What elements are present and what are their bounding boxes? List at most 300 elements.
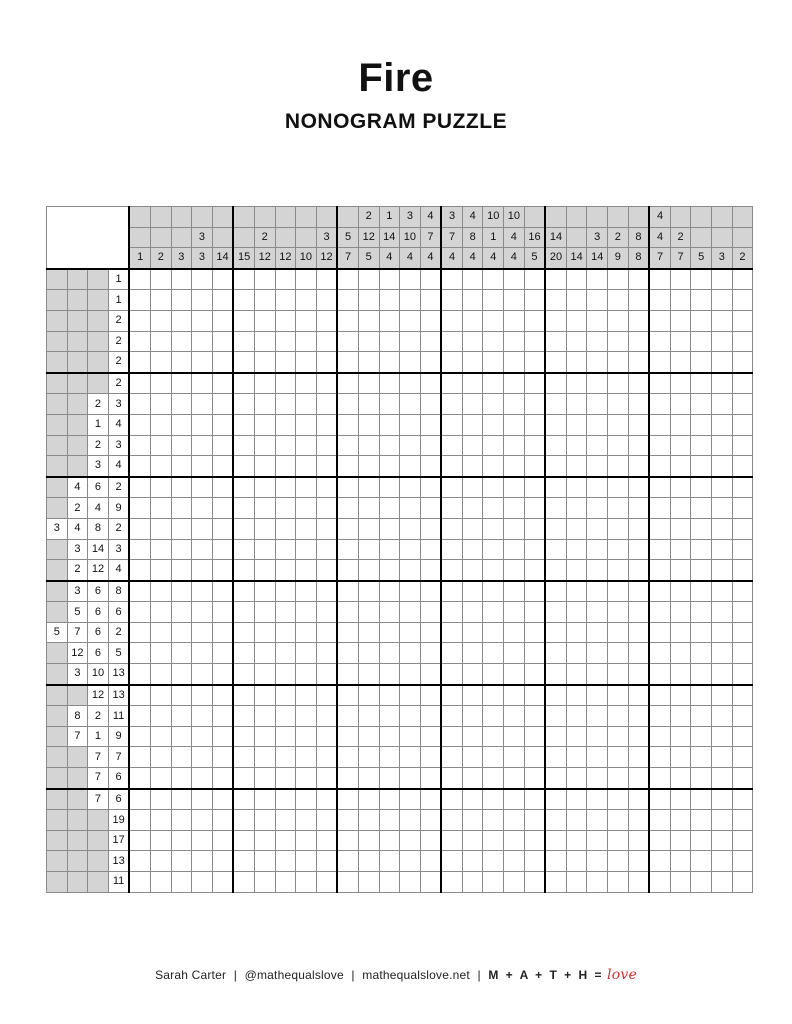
grid-cell[interactable] [212, 518, 233, 539]
grid-cell[interactable] [358, 560, 379, 581]
grid-cell[interactable] [400, 477, 421, 498]
grid-cell[interactable] [316, 498, 337, 519]
grid-cell[interactable] [379, 747, 400, 768]
grid-cell[interactable] [420, 622, 441, 643]
grid-cell[interactable] [420, 768, 441, 789]
grid-cell[interactable] [732, 394, 753, 415]
grid-cell[interactable] [192, 331, 213, 352]
grid-cell[interactable] [670, 664, 691, 685]
grid-cell[interactable] [732, 373, 753, 394]
grid-cell[interactable] [316, 331, 337, 352]
grid-cell[interactable] [129, 726, 150, 747]
grid-cell[interactable] [670, 768, 691, 789]
grid-cell[interactable] [337, 768, 358, 789]
grid-cell[interactable] [400, 414, 421, 435]
grid-cell[interactable] [587, 518, 608, 539]
grid-cell[interactable] [212, 602, 233, 623]
grid-cell[interactable] [296, 373, 317, 394]
grid-cell[interactable] [628, 810, 649, 831]
grid-cell[interactable] [670, 310, 691, 331]
grid-cell[interactable] [712, 373, 733, 394]
grid-cell[interactable] [732, 456, 753, 477]
grid-cell[interactable] [545, 664, 566, 685]
grid-cell[interactable] [545, 810, 566, 831]
grid-cell[interactable] [275, 373, 296, 394]
grid-cell[interactable] [732, 685, 753, 706]
grid-cell[interactable] [649, 685, 670, 706]
grid-cell[interactable] [566, 518, 587, 539]
grid-cell[interactable] [670, 498, 691, 519]
grid-cell[interactable] [212, 768, 233, 789]
grid-cell[interactable] [254, 394, 275, 415]
grid-cell[interactable] [587, 331, 608, 352]
grid-cell[interactable] [524, 747, 545, 768]
grid-cell[interactable] [732, 643, 753, 664]
grid-cell[interactable] [254, 456, 275, 477]
grid-cell[interactable] [670, 685, 691, 706]
grid-cell[interactable] [316, 373, 337, 394]
grid-cell[interactable] [608, 560, 629, 581]
grid-cell[interactable] [732, 789, 753, 810]
grid-cell[interactable] [316, 352, 337, 373]
grid-cell[interactable] [379, 581, 400, 602]
grid-cell[interactable] [441, 872, 462, 893]
grid-cell[interactable] [254, 685, 275, 706]
grid-cell[interactable] [483, 352, 504, 373]
grid-cell[interactable] [441, 310, 462, 331]
grid-cell[interactable] [732, 747, 753, 768]
grid-cell[interactable] [462, 789, 483, 810]
grid-cell[interactable] [337, 394, 358, 415]
grid-cell[interactable] [504, 456, 525, 477]
grid-cell[interactable] [545, 643, 566, 664]
grid-cell[interactable] [254, 539, 275, 560]
grid-cell[interactable] [483, 518, 504, 539]
grid-cell[interactable] [171, 602, 192, 623]
grid-cell[interactable] [587, 851, 608, 872]
grid-cell[interactable] [691, 373, 712, 394]
grid-cell[interactable] [628, 435, 649, 456]
grid-cell[interactable] [587, 560, 608, 581]
grid-cell[interactable] [316, 414, 337, 435]
grid-cell[interactable] [296, 498, 317, 519]
grid-cell[interactable] [233, 830, 254, 851]
grid-cell[interactable] [566, 643, 587, 664]
grid-cell[interactable] [587, 290, 608, 311]
grid-cell[interactable] [233, 581, 254, 602]
grid-cell[interactable] [732, 498, 753, 519]
grid-cell[interactable] [400, 830, 421, 851]
grid-cell[interactable] [400, 373, 421, 394]
grid-cell[interactable] [129, 768, 150, 789]
grid-cell[interactable] [670, 810, 691, 831]
grid-cell[interactable] [233, 622, 254, 643]
grid-cell[interactable] [337, 331, 358, 352]
grid-cell[interactable] [296, 810, 317, 831]
grid-cell[interactable] [462, 498, 483, 519]
grid-cell[interactable] [545, 435, 566, 456]
grid-cell[interactable] [441, 789, 462, 810]
grid-cell[interactable] [150, 310, 171, 331]
grid-cell[interactable] [171, 851, 192, 872]
grid-cell[interactable] [379, 310, 400, 331]
grid-cell[interactable] [649, 290, 670, 311]
grid-cell[interactable] [524, 456, 545, 477]
grid-cell[interactable] [504, 269, 525, 290]
grid-cell[interactable] [483, 830, 504, 851]
grid-cell[interactable] [441, 477, 462, 498]
grid-cell[interactable] [171, 331, 192, 352]
grid-cell[interactable] [628, 747, 649, 768]
grid-cell[interactable] [608, 310, 629, 331]
grid-cell[interactable] [171, 539, 192, 560]
grid-cell[interactable] [670, 435, 691, 456]
grid-cell[interactable] [608, 394, 629, 415]
grid-cell[interactable] [608, 331, 629, 352]
grid-cell[interactable] [254, 269, 275, 290]
grid-cell[interactable] [691, 310, 712, 331]
grid-cell[interactable] [628, 872, 649, 893]
grid-cell[interactable] [649, 872, 670, 893]
grid-cell[interactable] [192, 352, 213, 373]
grid-cell[interactable] [608, 685, 629, 706]
grid-cell[interactable] [150, 872, 171, 893]
grid-cell[interactable] [358, 830, 379, 851]
grid-cell[interactable] [192, 706, 213, 727]
grid-cell[interactable] [275, 290, 296, 311]
grid-cell[interactable] [608, 581, 629, 602]
grid-cell[interactable] [192, 394, 213, 415]
grid-cell[interactable] [566, 290, 587, 311]
grid-cell[interactable] [608, 456, 629, 477]
grid-cell[interactable] [504, 602, 525, 623]
grid-cell[interactable] [379, 768, 400, 789]
grid-cell[interactable] [192, 685, 213, 706]
grid-cell[interactable] [649, 539, 670, 560]
grid-cell[interactable] [545, 269, 566, 290]
grid-cell[interactable] [462, 664, 483, 685]
grid-cell[interactable] [628, 310, 649, 331]
grid-cell[interactable] [524, 726, 545, 747]
grid-cell[interactable] [254, 830, 275, 851]
grid-cell[interactable] [337, 352, 358, 373]
grid-cell[interactable] [337, 602, 358, 623]
grid-cell[interactable] [316, 706, 337, 727]
grid-cell[interactable] [254, 726, 275, 747]
grid-cell[interactable] [566, 872, 587, 893]
grid-cell[interactable] [712, 539, 733, 560]
grid-cell[interactable] [316, 747, 337, 768]
grid-cell[interactable] [587, 498, 608, 519]
grid-cell[interactable] [150, 269, 171, 290]
grid-cell[interactable] [171, 706, 192, 727]
grid-cell[interactable] [212, 560, 233, 581]
grid-cell[interactable] [129, 414, 150, 435]
grid-cell[interactable] [379, 706, 400, 727]
grid-cell[interactable] [316, 477, 337, 498]
grid-cell[interactable] [233, 706, 254, 727]
grid-cell[interactable] [545, 373, 566, 394]
grid-cell[interactable] [732, 830, 753, 851]
grid-cell[interactable] [296, 851, 317, 872]
grid-cell[interactable] [566, 373, 587, 394]
grid-cell[interactable] [587, 810, 608, 831]
grid-cell[interactable] [358, 664, 379, 685]
grid-cell[interactable] [192, 581, 213, 602]
grid-cell[interactable] [150, 331, 171, 352]
grid-cell[interactable] [254, 768, 275, 789]
grid-cell[interactable] [524, 706, 545, 727]
grid-cell[interactable] [504, 706, 525, 727]
grid-cell[interactable] [524, 872, 545, 893]
grid-cell[interactable] [504, 768, 525, 789]
grid-cell[interactable] [628, 269, 649, 290]
grid-cell[interactable] [441, 539, 462, 560]
grid-cell[interactable] [545, 518, 566, 539]
grid-cell[interactable] [150, 643, 171, 664]
grid-cell[interactable] [358, 373, 379, 394]
grid-cell[interactable] [150, 560, 171, 581]
grid-cell[interactable] [212, 456, 233, 477]
grid-cell[interactable] [358, 539, 379, 560]
grid-cell[interactable] [420, 726, 441, 747]
grid-cell[interactable] [400, 602, 421, 623]
grid-cell[interactable] [379, 622, 400, 643]
grid-cell[interactable] [504, 331, 525, 352]
grid-cell[interactable] [150, 602, 171, 623]
grid-cell[interactable] [732, 581, 753, 602]
grid-cell[interactable] [233, 768, 254, 789]
grid-cell[interactable] [192, 664, 213, 685]
grid-cell[interactable] [441, 560, 462, 581]
grid-cell[interactable] [566, 768, 587, 789]
grid-cell[interactable] [691, 768, 712, 789]
grid-cell[interactable] [400, 789, 421, 810]
grid-cell[interactable] [587, 872, 608, 893]
grid-cell[interactable] [358, 352, 379, 373]
grid-cell[interactable] [504, 830, 525, 851]
grid-cell[interactable] [504, 622, 525, 643]
grid-cell[interactable] [337, 581, 358, 602]
grid-cell[interactable] [316, 518, 337, 539]
grid-cell[interactable] [628, 456, 649, 477]
grid-cell[interactable] [462, 290, 483, 311]
grid-cell[interactable] [608, 602, 629, 623]
grid-cell[interactable] [379, 477, 400, 498]
grid-cell[interactable] [212, 706, 233, 727]
grid-cell[interactable] [712, 581, 733, 602]
grid-cell[interactable] [358, 498, 379, 519]
grid-cell[interactable] [483, 290, 504, 311]
grid-cell[interactable] [296, 706, 317, 727]
grid-cell[interactable] [732, 602, 753, 623]
grid-cell[interactable] [296, 310, 317, 331]
grid-cell[interactable] [628, 602, 649, 623]
grid-cell[interactable] [441, 498, 462, 519]
grid-cell[interactable] [670, 539, 691, 560]
grid-cell[interactable] [712, 685, 733, 706]
grid-cell[interactable] [462, 830, 483, 851]
grid-cell[interactable] [212, 581, 233, 602]
grid-cell[interactable] [150, 789, 171, 810]
grid-cell[interactable] [587, 352, 608, 373]
grid-cell[interactable] [462, 310, 483, 331]
grid-cell[interactable] [316, 768, 337, 789]
grid-cell[interactable] [379, 456, 400, 477]
grid-cell[interactable] [379, 810, 400, 831]
grid-cell[interactable] [566, 685, 587, 706]
grid-cell[interactable] [483, 414, 504, 435]
grid-cell[interactable] [358, 331, 379, 352]
grid-cell[interactable] [150, 498, 171, 519]
grid-cell[interactable] [254, 290, 275, 311]
grid-cell[interactable] [192, 643, 213, 664]
grid-cell[interactable] [150, 290, 171, 311]
grid-cell[interactable] [379, 602, 400, 623]
grid-cell[interactable] [400, 498, 421, 519]
grid-cell[interactable] [420, 477, 441, 498]
grid-cell[interactable] [691, 435, 712, 456]
grid-cell[interactable] [337, 643, 358, 664]
grid-cell[interactable] [524, 560, 545, 581]
grid-cell[interactable] [462, 602, 483, 623]
grid-cell[interactable] [129, 310, 150, 331]
grid-cell[interactable] [524, 435, 545, 456]
grid-cell[interactable] [608, 539, 629, 560]
grid-cell[interactable] [358, 581, 379, 602]
grid-cell[interactable] [587, 747, 608, 768]
grid-cell[interactable] [129, 352, 150, 373]
grid-cell[interactable] [420, 269, 441, 290]
grid-cell[interactable] [628, 498, 649, 519]
grid-cell[interactable] [254, 560, 275, 581]
grid-cell[interactable] [150, 747, 171, 768]
grid-cell[interactable] [192, 539, 213, 560]
grid-cell[interactable] [628, 331, 649, 352]
grid-cell[interactable] [358, 518, 379, 539]
grid-cell[interactable] [462, 706, 483, 727]
grid-cell[interactable] [316, 394, 337, 415]
grid-cell[interactable] [524, 414, 545, 435]
grid-cell[interactable] [566, 352, 587, 373]
grid-cell[interactable] [504, 872, 525, 893]
grid-cell[interactable] [691, 477, 712, 498]
grid-cell[interactable] [129, 830, 150, 851]
grid-cell[interactable] [545, 768, 566, 789]
grid-cell[interactable] [608, 352, 629, 373]
grid-cell[interactable] [441, 414, 462, 435]
grid-cell[interactable] [504, 747, 525, 768]
grid-cell[interactable] [254, 872, 275, 893]
grid-cell[interactable] [212, 498, 233, 519]
grid-cell[interactable] [441, 435, 462, 456]
grid-cell[interactable] [233, 810, 254, 831]
grid-cell[interactable] [691, 789, 712, 810]
grid-cell[interactable] [150, 810, 171, 831]
grid-cell[interactable] [483, 373, 504, 394]
grid-cell[interactable] [171, 810, 192, 831]
grid-cell[interactable] [524, 622, 545, 643]
grid-cell[interactable] [649, 373, 670, 394]
grid-cell[interactable] [337, 872, 358, 893]
grid-cell[interactable] [316, 664, 337, 685]
grid-cell[interactable] [504, 310, 525, 331]
grid-cell[interactable] [545, 706, 566, 727]
grid-cell[interactable] [712, 810, 733, 831]
grid-cell[interactable] [649, 331, 670, 352]
grid-cell[interactable] [504, 664, 525, 685]
grid-cell[interactable] [483, 664, 504, 685]
grid-cell[interactable] [192, 560, 213, 581]
grid-cell[interactable] [483, 602, 504, 623]
grid-cell[interactable] [275, 706, 296, 727]
grid-cell[interactable] [129, 456, 150, 477]
grid-cell[interactable] [296, 414, 317, 435]
grid-cell[interactable] [192, 768, 213, 789]
grid-cell[interactable] [545, 331, 566, 352]
grid-cell[interactable] [504, 477, 525, 498]
grid-cell[interactable] [441, 810, 462, 831]
grid-cell[interactable] [524, 269, 545, 290]
grid-cell[interactable] [358, 394, 379, 415]
grid-cell[interactable] [233, 726, 254, 747]
grid-cell[interactable] [420, 851, 441, 872]
grid-cell[interactable] [712, 414, 733, 435]
grid-cell[interactable] [504, 394, 525, 415]
grid-cell[interactable] [379, 872, 400, 893]
grid-cell[interactable] [171, 290, 192, 311]
grid-cell[interactable] [566, 456, 587, 477]
grid-cell[interactable] [691, 810, 712, 831]
grid-cell[interactable] [212, 622, 233, 643]
grid-cell[interactable] [254, 435, 275, 456]
grid-cell[interactable] [712, 602, 733, 623]
grid-cell[interactable] [462, 352, 483, 373]
grid-cell[interactable] [732, 269, 753, 290]
grid-cell[interactable] [649, 498, 670, 519]
grid-cell[interactable] [441, 518, 462, 539]
grid-cell[interactable] [150, 373, 171, 394]
grid-cell[interactable] [358, 456, 379, 477]
grid-cell[interactable] [441, 290, 462, 311]
grid-cell[interactable] [732, 539, 753, 560]
grid-cell[interactable] [608, 269, 629, 290]
grid-cell[interactable] [441, 685, 462, 706]
grid-cell[interactable] [524, 664, 545, 685]
grid-cell[interactable] [233, 373, 254, 394]
grid-cell[interactable] [337, 435, 358, 456]
grid-cell[interactable] [524, 685, 545, 706]
grid-cell[interactable] [254, 477, 275, 498]
grid-cell[interactable] [150, 414, 171, 435]
grid-cell[interactable] [212, 789, 233, 810]
grid-cell[interactable] [649, 747, 670, 768]
grid-cell[interactable] [712, 768, 733, 789]
grid-cell[interactable] [691, 352, 712, 373]
grid-cell[interactable] [691, 602, 712, 623]
grid-cell[interactable] [192, 414, 213, 435]
grid-cell[interactable] [628, 518, 649, 539]
grid-cell[interactable] [254, 373, 275, 394]
grid-cell[interactable] [504, 643, 525, 664]
grid-cell[interactable] [691, 706, 712, 727]
grid-cell[interactable] [192, 435, 213, 456]
grid-cell[interactable] [129, 290, 150, 311]
grid-cell[interactable] [504, 851, 525, 872]
grid-cell[interactable] [628, 477, 649, 498]
grid-cell[interactable] [483, 560, 504, 581]
grid-cell[interactable] [524, 310, 545, 331]
